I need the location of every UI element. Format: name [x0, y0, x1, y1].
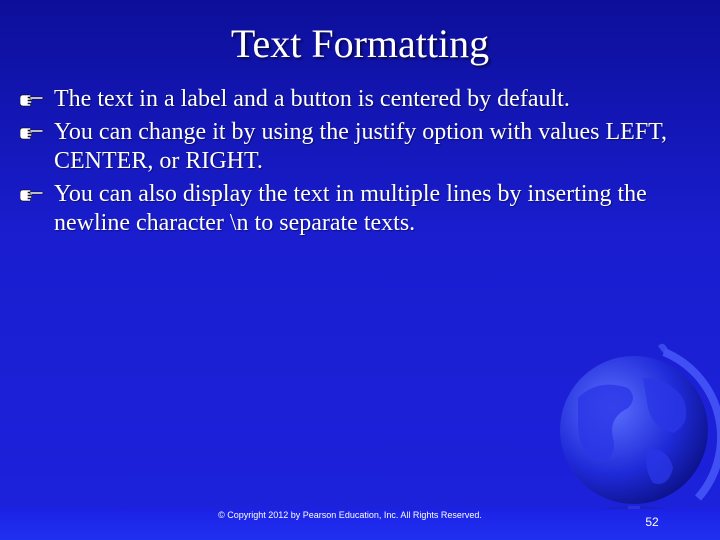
bullet-text: You can change it by using the justify option with values LEFT, CENTER, or RIGHT.: [54, 119, 668, 174]
copyright-notice: © Copyright 2012 by Pearson Education, Inc. All Rights Reserved.: [218, 510, 482, 520]
bullet-text: The text in a label and a button is centered by default.: [54, 86, 570, 112]
page-number: 52: [645, 515, 659, 529]
bullet-list: [20, 85, 710, 242]
bullet-item: [20, 180, 710, 238]
pointing-hand-icon: [20, 124, 44, 142]
bullet-item: [20, 85, 710, 114]
pointing-hand-icon: [20, 186, 44, 204]
bullet-text: You can also display the text in multiple lines by inserting the newline character \n to separate texts.: [54, 181, 647, 236]
slide-title: Text Formatting: [230, 21, 490, 66]
bullet-item: [20, 118, 710, 176]
pointing-hand-icon: [20, 91, 44, 109]
